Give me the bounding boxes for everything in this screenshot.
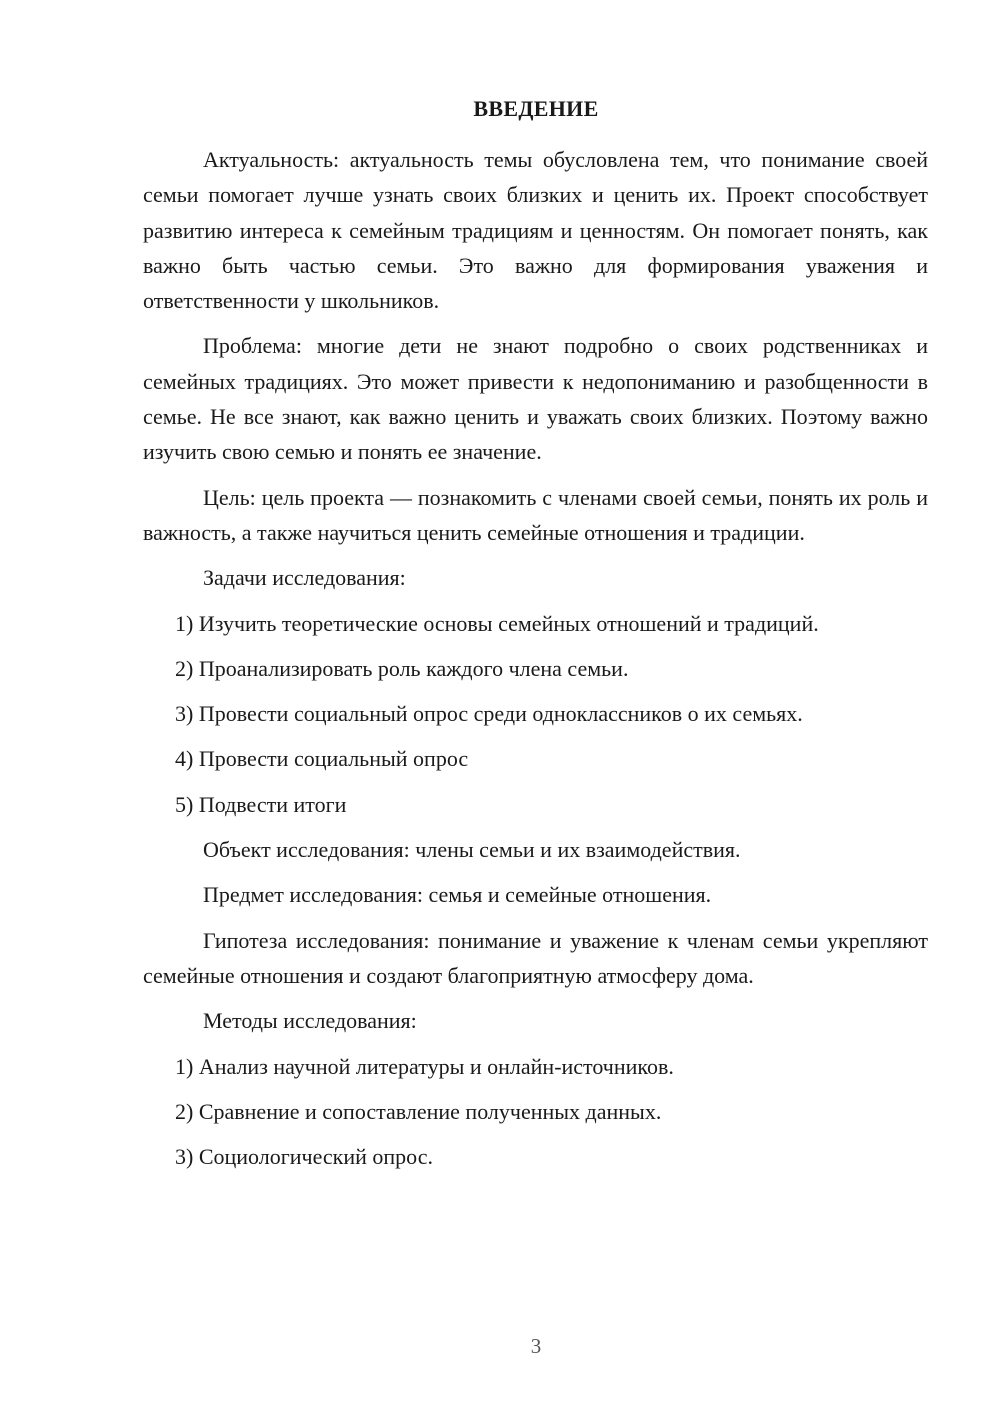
method-item: 2) Сравнение и сопоставление полученных данных. — [175, 1098, 662, 1124]
task-item: 3) Провести социальный опрос среди одноклассников о их семьях. — [175, 701, 803, 727]
method-item: 1) Анализ научной литературы и онлайн-источников. — [175, 1053, 674, 1079]
relevance-paragraph: Актуальность: актуальность темы обусловлена тем, что понимание своей семьи помогает лучше узнать своих близких и ценить их. Проект способствует развитию интереса к семейным традициям и ценностям. Он помогает понять, как важно быть частью семьи. Это важно для формирования уважения и ответственности у школьников. — [143, 147, 928, 314]
problem-paragraph: Проблема: многие дети не знают подробно о своих родственниках и семейных традициях. Это может привести к недопониманию и разобщенности в семье. Не все знают, как важно ценить и уважать своих близких. Поэтому важно изучить свою семью и понять ее значение. — [143, 333, 928, 465]
subject-statement: Предмет исследования: семья и семейные отношения. — [203, 882, 712, 908]
task-item: 5) Подвести итоги — [175, 791, 347, 817]
object-statement: Объект исследования: члены семьи и их взаимодействия. — [203, 837, 741, 863]
task-item: 4) Провести социальный опрос — [175, 746, 469, 772]
method-item: 3) Социологический опрос. — [175, 1144, 433, 1170]
task-item: 2) Проанализировать роль каждого члена семьи. — [175, 655, 629, 681]
document-body — [143, 142, 928, 1184]
goal-paragraph: Цель: цель проекта — познакомить с членами своей семьи, понять их роль и важность, а также научиться ценить семейные отношения и традиции. — [143, 484, 928, 545]
tasks-heading: Задачи исследования: — [203, 565, 406, 591]
page-number: 3 — [530, 1334, 542, 1358]
hypothesis-paragraph: Гипотеза исследования: понимание и уважение к членам семьи укрепляют семейные отношения и создают благоприятную атмосферу дома. — [143, 927, 928, 988]
methods-heading: Методы исследования: — [203, 1008, 417, 1034]
task-item: 1) Изучить теоретические основы семейных отношений и традиций. — [175, 610, 819, 636]
page-title: ВВЕДЕНИЕ — [473, 96, 599, 121]
